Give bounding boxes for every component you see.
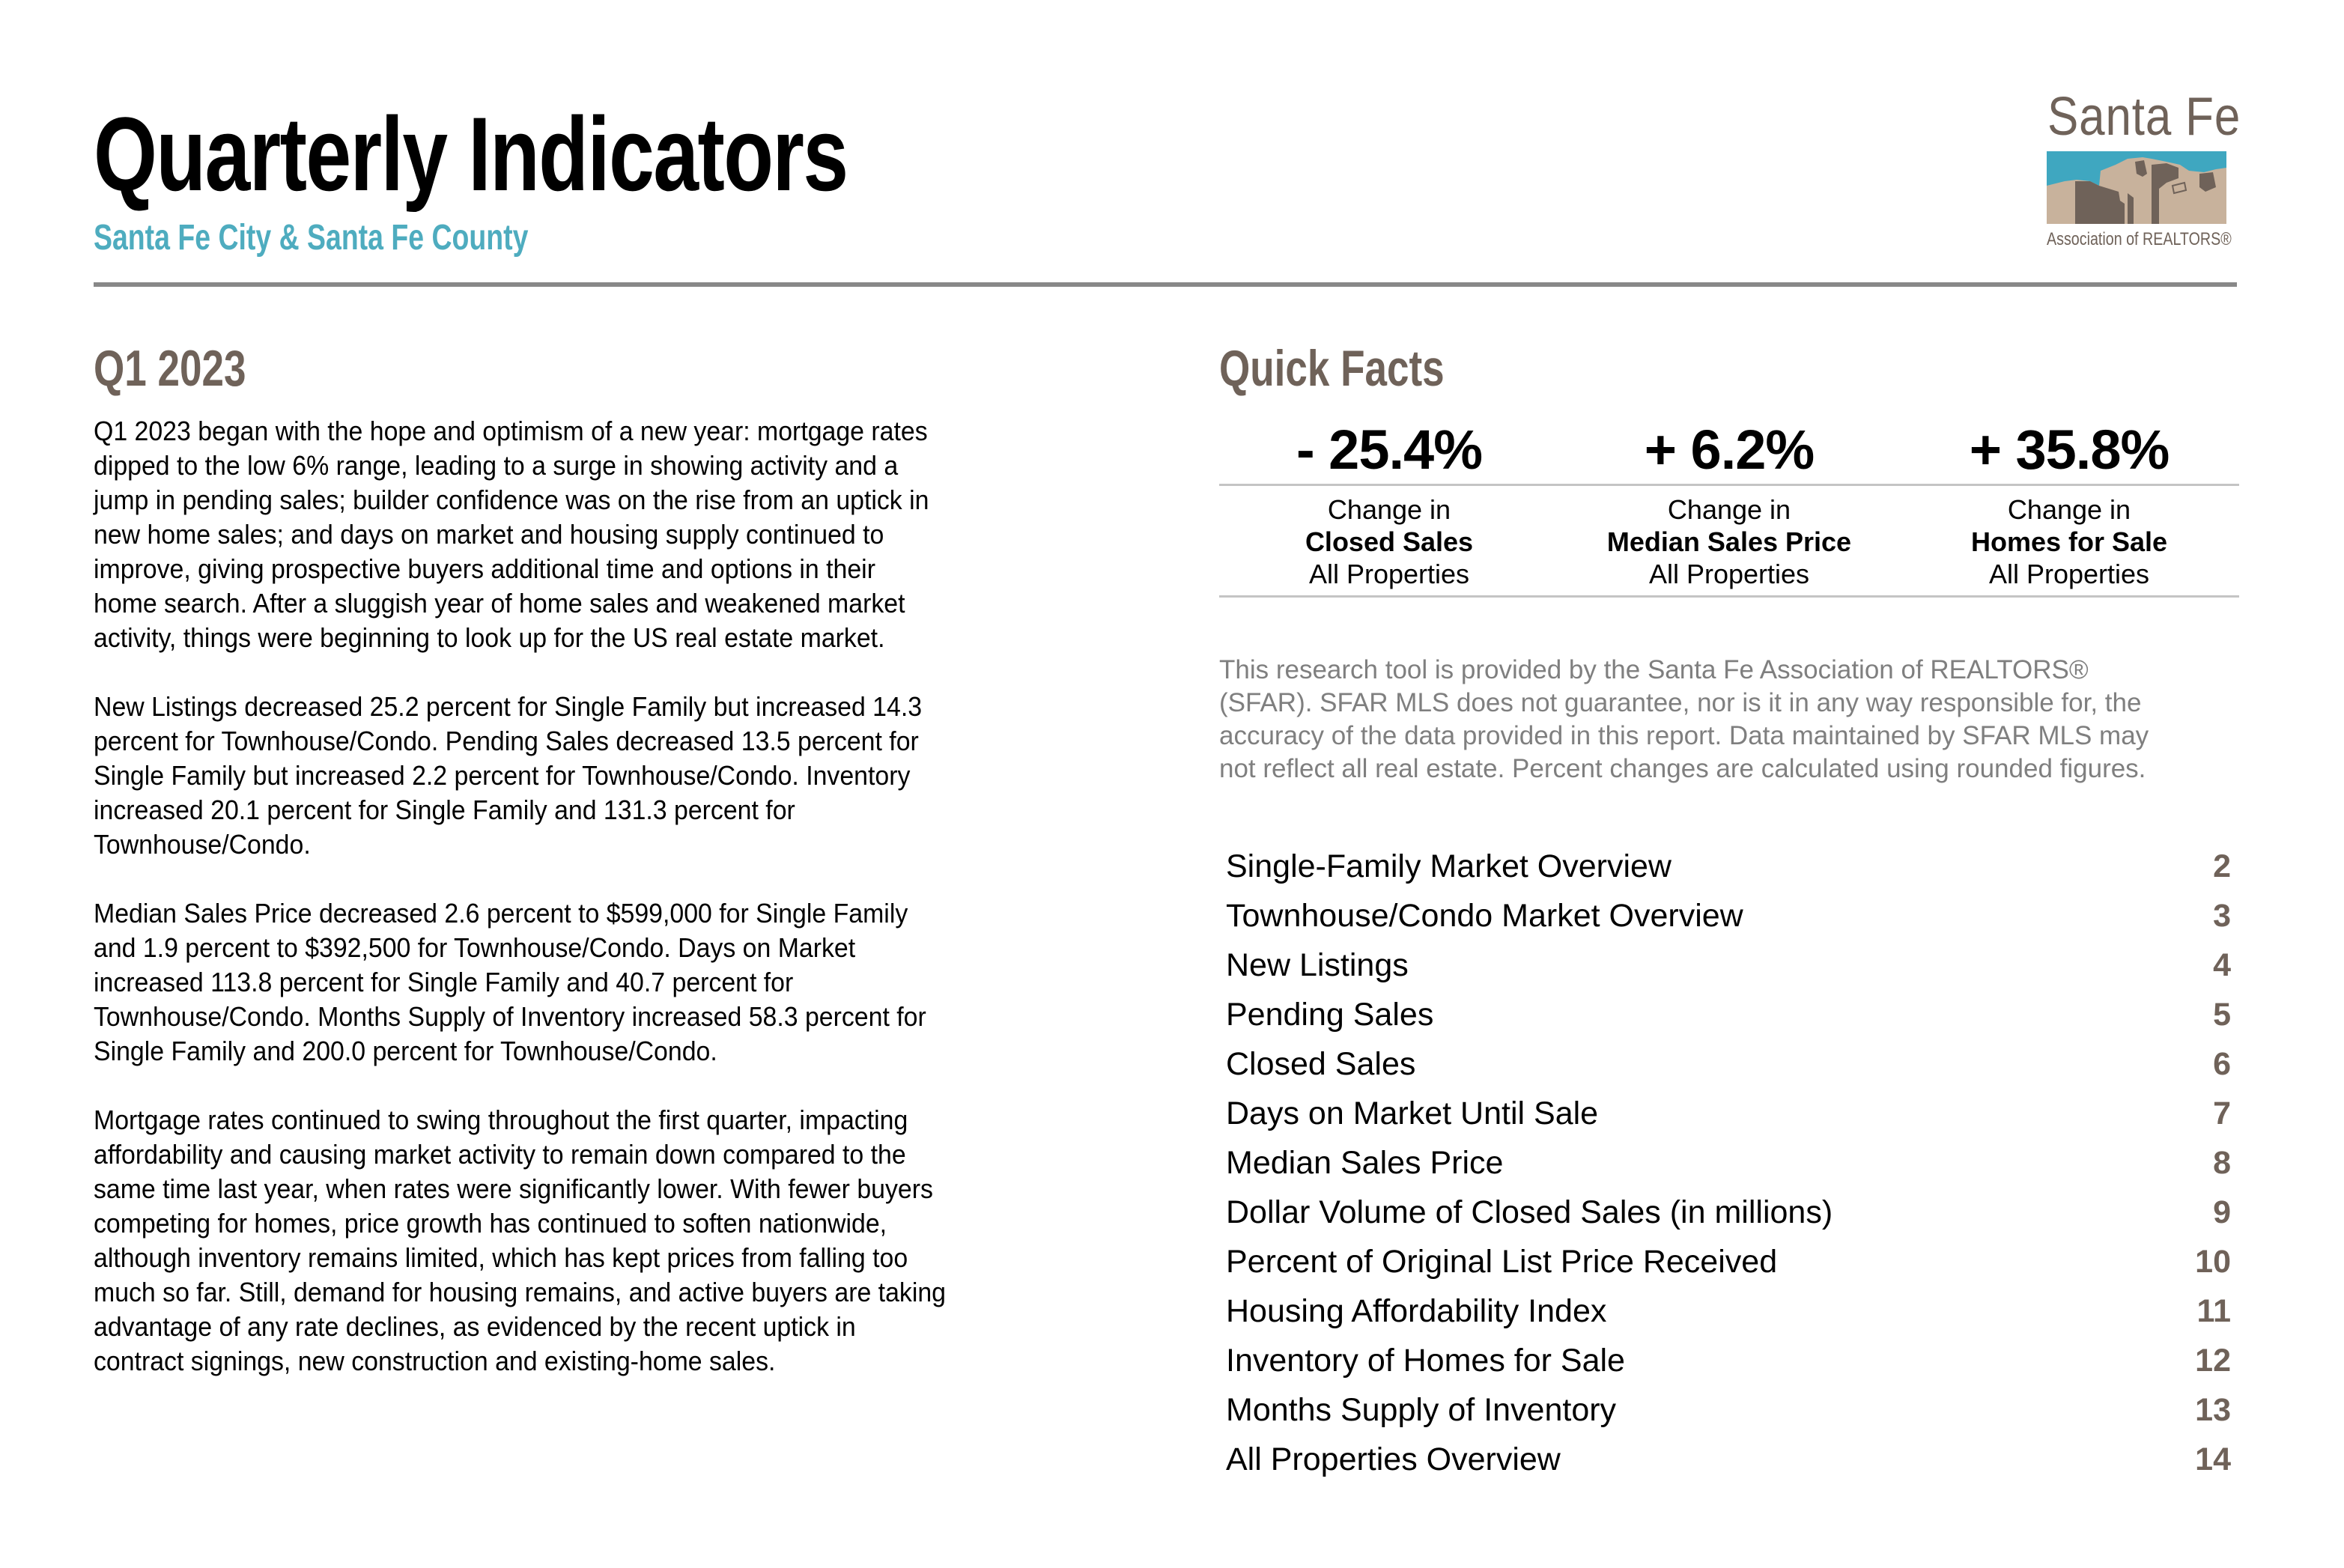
summary-paragraph xyxy=(94,896,1142,1069)
summary-paragraph xyxy=(94,414,1142,655)
adobe-skyline-logo-icon xyxy=(2047,151,2226,224)
summary-paragraph xyxy=(94,1103,1142,1379)
quick-fact-label-closed-sales xyxy=(1219,493,1559,595)
quick-fact-metric: Closed Sales xyxy=(1305,526,1474,557)
logo-tagline-text: Association of REALTORS® xyxy=(2047,229,2232,249)
quick-fact-value-homes-for-sale: + 35.8% xyxy=(1969,419,2170,481)
toc-item-page[interactable]: 6 xyxy=(2213,1046,2231,1082)
toc-item[interactable] xyxy=(1226,1191,2231,1240)
quick-fact-scope: All Properties xyxy=(1988,559,2150,589)
toc-item[interactable] xyxy=(1226,1388,2231,1438)
toc-item[interactable] xyxy=(1226,1339,2231,1388)
toc-item-page[interactable]: 12 xyxy=(2195,1343,2231,1379)
toc-item-label[interactable]: Dollar Volume of Closed Sales (in millions) xyxy=(1226,1194,1833,1230)
toc-item[interactable] xyxy=(1226,1092,2231,1141)
header-divider xyxy=(94,282,2237,287)
quick-facts-bottom-rule xyxy=(1219,595,2239,598)
quick-fact-label-median-price xyxy=(1559,493,1899,595)
page-title xyxy=(94,95,1060,213)
quick-fact-value-median-price: + 6.2% xyxy=(1644,419,1815,481)
quick-facts-labels xyxy=(1219,486,2239,595)
toc-item-label[interactable]: Days on Market Until Sale xyxy=(1226,1096,1599,1131)
page-subtitle xyxy=(94,220,651,256)
summary-body xyxy=(94,414,1142,1413)
toc-item-label[interactable]: Closed Sales xyxy=(1226,1046,1416,1082)
quick-facts-table xyxy=(1219,416,2239,598)
quick-fact-scope: All Properties xyxy=(1308,559,1470,589)
logo-wordmark-text: Santa Fe xyxy=(2047,87,2241,147)
toc-item-page[interactable]: 4 xyxy=(2213,947,2231,983)
quick-fact-label-homes-for-sale xyxy=(1899,493,2239,595)
toc-item[interactable] xyxy=(1226,943,2231,993)
toc-item[interactable] xyxy=(1226,845,2231,894)
toc-item-page[interactable]: 13 xyxy=(2195,1392,2231,1428)
summary-paragraph xyxy=(94,690,1142,862)
toc-item-label[interactable]: Months Supply of Inventory xyxy=(1226,1392,1617,1428)
summary-paragraph-text: Q1 2023 began with the hope and optimism of a new year: mortgage rates dipped to the low 6% range, leading to a surge in showing activity and a jump in pending sales; builder confidence was on the rise from an uptick in new home sales; and days on market and housing supply continued to improve, giving prospective buyers additional time and options in their home search. After a sluggish year of home sales and weakened market activity, things were beginning to look up for the US real estate market. xyxy=(94,416,929,653)
toc-item-label[interactable]: Housing Affordability Index xyxy=(1226,1293,1607,1329)
page-subtitle-text: Santa Fe City & Santa Fe County xyxy=(94,218,529,258)
toc-item-page[interactable]: 7 xyxy=(2213,1096,2231,1131)
toc-item-label[interactable]: Inventory of Homes for Sale xyxy=(1226,1343,1625,1379)
quick-fact-metric: Median Sales Price xyxy=(1606,526,1852,557)
toc-item-page[interactable]: 11 xyxy=(2196,1293,2231,1329)
toc-item-page[interactable]: 8 xyxy=(2213,1145,2231,1181)
quick-facts-heading-text: Quick Facts xyxy=(1219,340,1445,397)
toc-item-page[interactable]: 9 xyxy=(2213,1194,2231,1230)
summary-paragraph-text: New Listings decreased 25.2 percent for Single Family but increased 14.3 percent for Townhouse/Condo. Pending Sales decreased 13.5 percent for Single Family but increased 2.2 percent for Townhouse/Condo. Inventory increased 20.1 percent for Single Family and 131.3 percent for Townhouse/Condo. xyxy=(94,691,923,860)
toc-item-label[interactable]: Pending Sales xyxy=(1226,997,1434,1033)
quick-facts-heading xyxy=(1219,340,1508,397)
association-logo xyxy=(2043,87,2241,258)
logo-wordmark xyxy=(2047,87,2272,147)
toc-item[interactable] xyxy=(1226,1141,2231,1191)
quick-fact-value-closed-sales: - 25.4% xyxy=(1296,419,1483,481)
toc-item[interactable] xyxy=(1226,993,2231,1042)
quick-facts-values xyxy=(1219,416,2239,484)
table-of-contents xyxy=(1226,845,2231,1487)
toc-item[interactable] xyxy=(1226,1240,2231,1289)
quick-fact-scope: All Properties xyxy=(1648,559,1810,589)
quick-fact-prefix: Change in xyxy=(1327,494,1451,525)
toc-item[interactable] xyxy=(1226,894,2231,943)
logo-tagline xyxy=(2047,231,2272,249)
toc-item-page[interactable]: 10 xyxy=(2195,1244,2231,1280)
quick-fact-prefix: Change in xyxy=(2007,494,2131,525)
page-title-text: Quarterly Indicators xyxy=(94,95,848,213)
toc-item-label[interactable]: Single-Family Market Overview xyxy=(1226,848,1672,884)
quick-fact-prefix: Change in xyxy=(1667,494,1791,525)
summary-paragraph-text: Median Sales Price decreased 2.6 percent to $599,000 for Single Family and 1.9 percent to $392,500 for Townhouse/Condo. Days on Market increased 113.8 percent for Single Family and 40.7 percent for Townhouse/Condo. Months Supply of Inventory increased 58.3 percent for Single Family and 200.0 percent for Townhouse/Condo. xyxy=(94,898,926,1066)
quick-fact-metric: Homes for Sale xyxy=(1970,526,2168,557)
summary-heading xyxy=(94,340,289,397)
toc-item[interactable] xyxy=(1226,1289,2231,1339)
toc-item-page[interactable]: 14 xyxy=(2195,1441,2231,1477)
toc-item-page[interactable]: 2 xyxy=(2213,848,2231,884)
toc-item-label[interactable]: Median Sales Price xyxy=(1226,1145,1504,1181)
toc-item-label[interactable]: All Properties Overview xyxy=(1226,1441,1561,1477)
toc-item[interactable] xyxy=(1226,1438,2231,1487)
toc-item-label[interactable]: New Listings xyxy=(1226,947,1409,983)
toc-item-page[interactable]: 5 xyxy=(2213,997,2231,1033)
summary-heading-text: Q1 2023 xyxy=(94,340,246,397)
toc-item-label[interactable]: Townhouse/Condo Market Overview xyxy=(1226,898,1743,934)
toc-item-label[interactable]: Percent of Original List Price Received xyxy=(1226,1244,1778,1280)
toc-item[interactable] xyxy=(1226,1042,2231,1092)
summary-paragraph-text: Mortgage rates continued to swing throughout the first quarter, impacting affordability and causing market activity to remain down compared to the same time last year, when rates were significantly lower. With fewer buyers competing for homes, price growth has continued to soften nationwide, although inventory remains limited, which has kept prices from falling too much so far. Still, demand for housing remains, and active buyers are taking advantage of any rate declines, as evidenced by the recent uptick in contract signings, new construction and existing-home sales. xyxy=(94,1104,946,1376)
toc-item-page[interactable]: 3 xyxy=(2213,898,2231,934)
disclaimer-text: This research tool is provided by the Santa Fe Association of REALTORS® (SFAR). SFAR MLS does not guarantee, nor is it in any way responsible for, the accuracy of the data provided in this report. Data maintained by SFAR MLS may not reflect all real estate. Percent changes are calculated using rounded figures. xyxy=(1219,655,2149,783)
